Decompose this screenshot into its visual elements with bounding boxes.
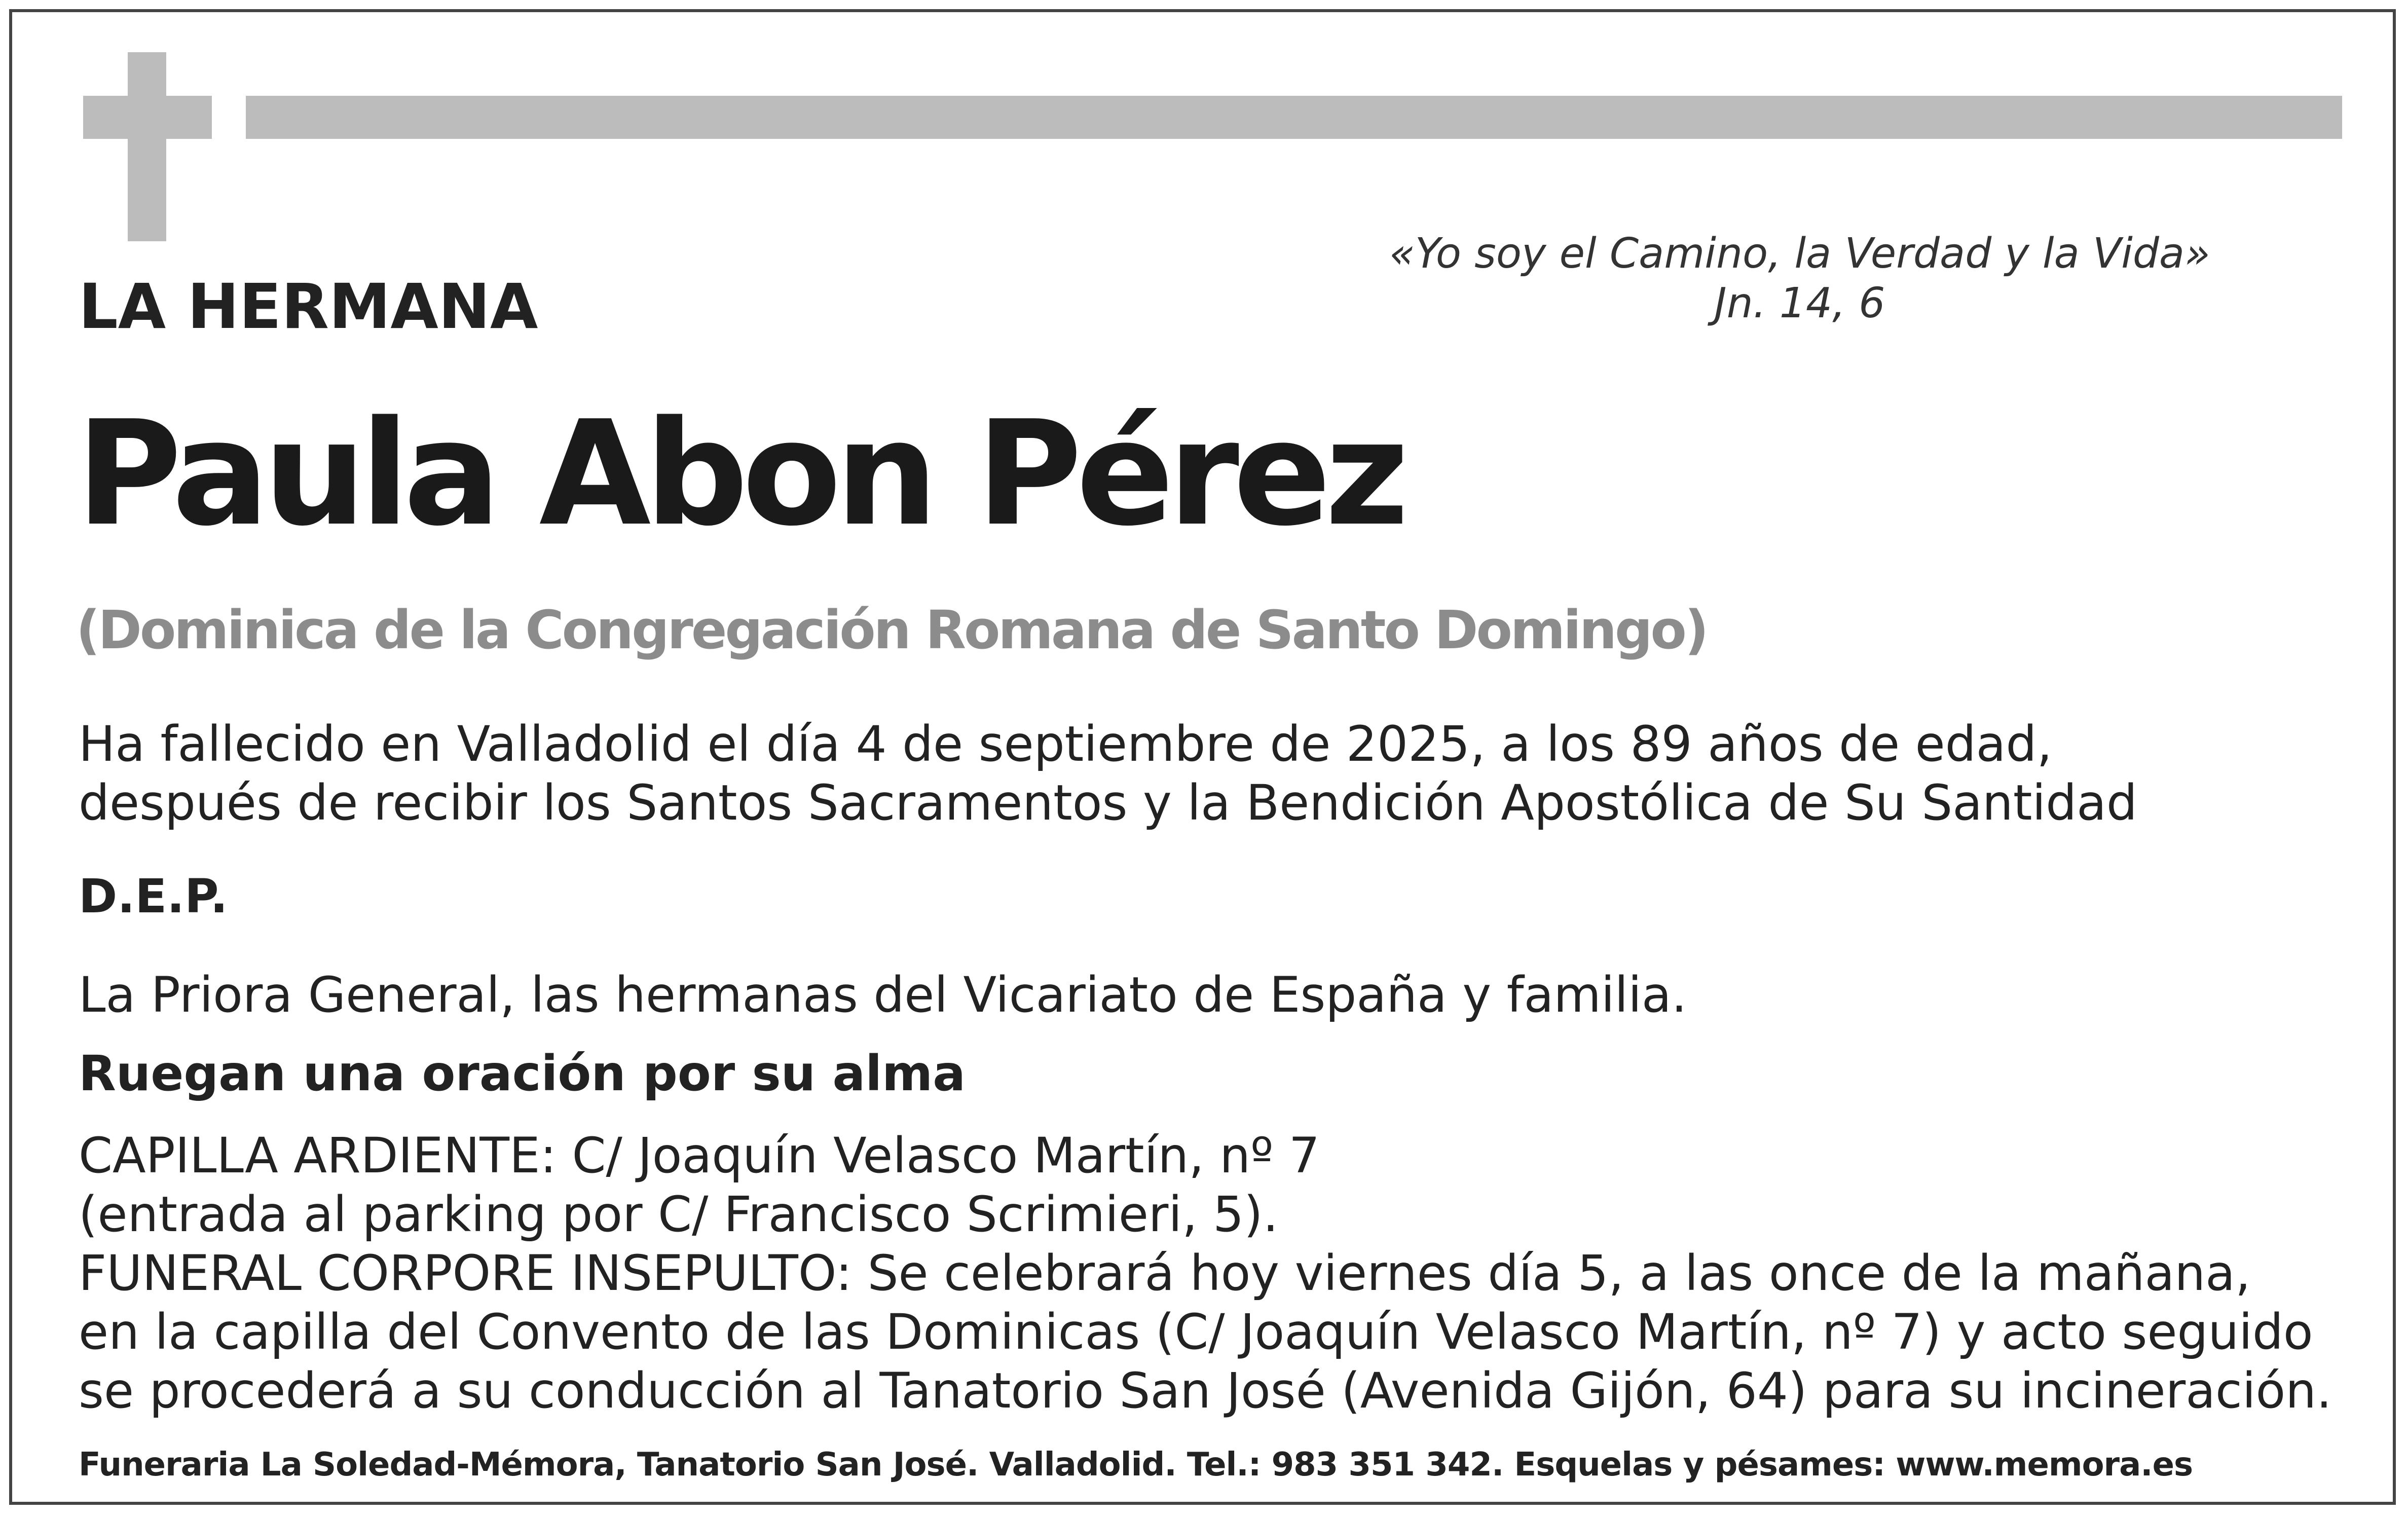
service-line: se procederá a su conducción al Tanatorio San José (Avenida Gijón, 64) para su incineración. — [79, 1362, 2332, 1419]
rip-abbreviation: D.E.P. — [79, 869, 228, 923]
deceased-name: Paula Abon Pérez — [76, 390, 1403, 558]
header-rule — [246, 96, 2342, 139]
funeral-home-footer: Funeraria La Soledad-Mémora, Tanatorio San José. Valladolid. Tel.: 983 351 342. Esquelas y pésames: www.memora.es — [79, 1446, 2193, 1484]
death-notice — [79, 715, 2137, 832]
relation-title: LA HERMANA — [79, 271, 538, 343]
religious-order: (Dominica de la Congregación Romana de Santo Domingo) — [76, 599, 1707, 661]
death-line: después de recibir los Santos Sacramentos y la Bendición Apostólica de Su Santidad — [79, 774, 2137, 831]
service-line: CAPILLA ARDIENTE: C/ Joaquín Velasco Martín, nº 7 — [79, 1127, 1320, 1184]
mourners-family: La Priora General, las hermanas del Vicariato de España y familia. — [79, 967, 1687, 1023]
quote-text: «Yo soy el Camino, la Verdad y la Vida» — [1389, 230, 2210, 278]
service-line: FUNERAL CORPORE INSEPULTO: Se celebrará hoy viernes día 5, a las once de la mañana, — [79, 1245, 2251, 1302]
death-line: Ha fallecido en Valladolid el día 4 de septiembre de 2025, a los 89 años de edad, — [79, 716, 2052, 772]
service-details — [79, 1126, 2332, 1420]
service-line: en la capilla del Convento de las Dominicas (C/ Joaquín Velasco Martín, nº 7) y acto seguido — [79, 1304, 2313, 1360]
scripture-quote — [1293, 229, 2307, 328]
cross-icon-vertical — [128, 52, 166, 241]
quote-reference: Jn. 14, 6 — [1714, 279, 1885, 327]
cross-icon-horizontal — [83, 96, 212, 139]
service-line: (entrada al parking por C/ Francisco Scrimieri, 5). — [79, 1186, 1279, 1243]
prayer-request: Ruegan una oración por su alma — [79, 1045, 966, 1102]
